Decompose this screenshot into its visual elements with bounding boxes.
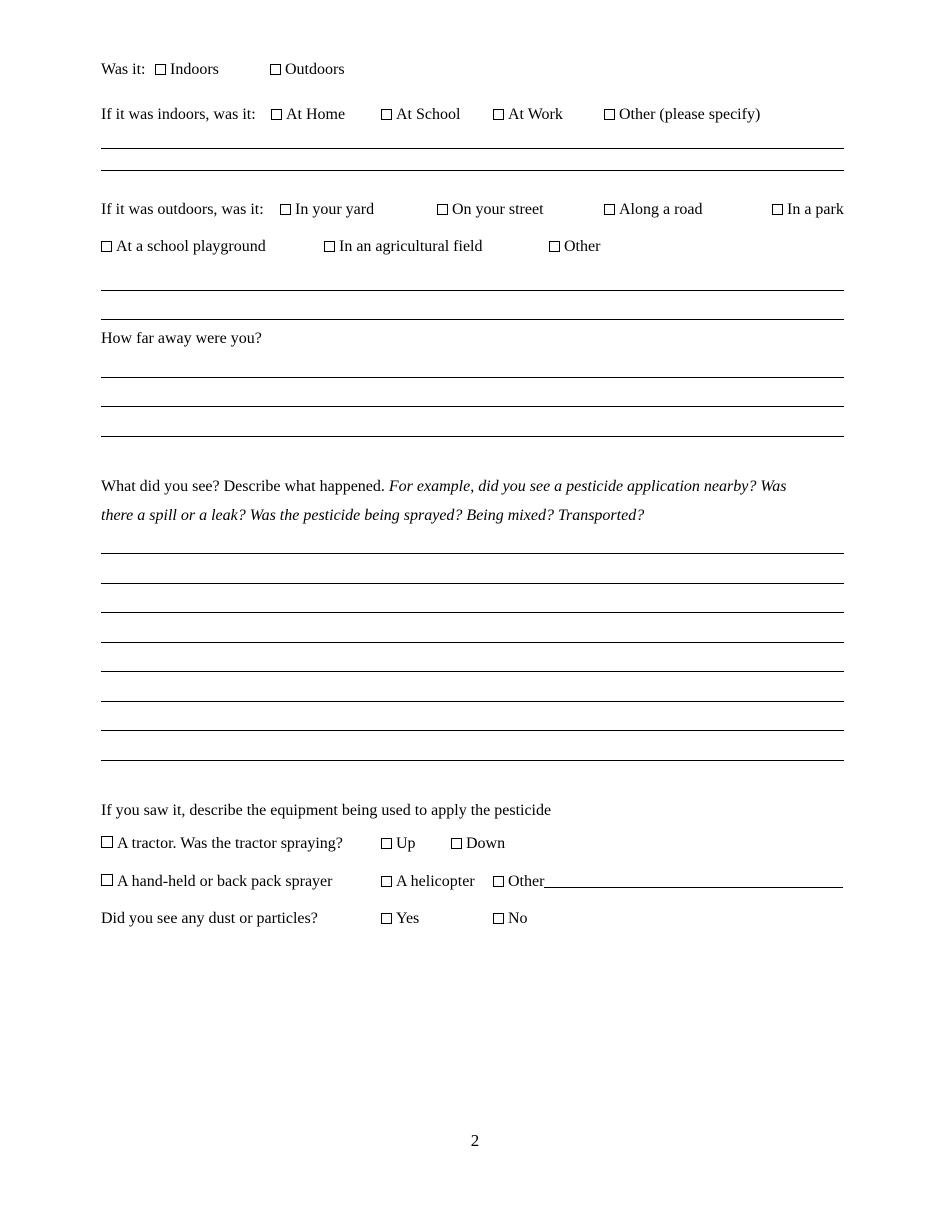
in-your-yard-checkbox[interactable] [280, 204, 291, 215]
spraying-down-option[interactable]: Down [451, 834, 505, 854]
description-answer-line[interactable] [101, 642, 844, 643]
distance-answer-line[interactable] [101, 406, 844, 407]
description-answer-line[interactable] [101, 760, 844, 761]
in-your-yard-option[interactable]: In your yard [280, 200, 374, 220]
description-answer-line[interactable] [101, 612, 844, 613]
outdoors-option[interactable]: Outdoors [270, 60, 345, 80]
page-number: 2 [470, 1131, 480, 1150]
along-a-road-checkbox[interactable] [604, 204, 615, 215]
description-answer-line[interactable] [101, 583, 844, 584]
description-answer-line[interactable] [101, 671, 844, 672]
indoors-question: If it was indoors, was it: [101, 106, 256, 123]
outdoors-checkbox[interactable] [270, 64, 281, 75]
helicopter-checkbox[interactable] [381, 876, 392, 887]
distance-answer-line[interactable] [101, 436, 844, 437]
at-school-option[interactable]: At School [381, 105, 460, 125]
at-home-option[interactable]: At Home [271, 105, 345, 125]
in-a-park-checkbox[interactable] [772, 204, 783, 215]
on-your-street-checkbox[interactable] [437, 204, 448, 215]
distance-question: How far away were you? [101, 330, 262, 347]
equipment-other-option[interactable]: Other [493, 872, 843, 892]
equipment-question: If you saw it, describe the equipment being used to apply the pesticide [101, 802, 552, 819]
along-a-road-option[interactable]: Along a road [604, 200, 703, 220]
spraying-up-option[interactable]: Up [381, 834, 416, 854]
indoors-option[interactable]: Indoors [155, 60, 219, 80]
description-answer-line[interactable] [101, 701, 844, 702]
tractor-option[interactable]: A tractor. Was the tractor spraying? [101, 834, 343, 854]
indoors-other-line[interactable] [101, 170, 844, 171]
helicopter-option[interactable]: A helicopter [381, 872, 475, 892]
description-example-2: there a spill or a leak? Was the pesticide being sprayed? Being mixed? Transported? [101, 507, 645, 524]
dust-question: Did you see any dust or particles? [101, 910, 318, 927]
description-answer-line[interactable] [101, 553, 844, 554]
at-work-checkbox[interactable] [493, 109, 504, 120]
tractor-checkbox[interactable] [101, 836, 113, 848]
description-question: What did you see? Describe what happened. [101, 478, 385, 495]
indoors-other-line[interactable] [101, 148, 844, 149]
outdoors-other-option[interactable]: Other [549, 237, 600, 257]
at-home-checkbox[interactable] [271, 109, 282, 120]
dust-yes-checkbox[interactable] [381, 913, 392, 924]
sprayer-checkbox[interactable] [101, 874, 113, 886]
sprayer-option[interactable]: A hand-held or back pack sprayer [101, 872, 332, 892]
school-playground-checkbox[interactable] [101, 241, 112, 252]
spraying-up-checkbox[interactable] [381, 838, 392, 849]
outdoors-other-line[interactable] [101, 290, 844, 291]
was-it-question: Was it: [101, 61, 146, 78]
at-school-checkbox[interactable] [381, 109, 392, 120]
indoors-checkbox[interactable] [155, 64, 166, 75]
description-example-1: For example, did you see a pesticide application nearby? Was [388, 478, 787, 495]
agricultural-field-option[interactable]: In an agricultural field [324, 237, 483, 257]
school-playground-option[interactable]: At a school playground [101, 237, 266, 257]
at-work-option[interactable]: At Work [493, 105, 563, 125]
outdoors-other-checkbox[interactable] [549, 241, 560, 252]
in-a-park-option[interactable]: In a park [772, 200, 844, 220]
description-question-line1 [101, 477, 786, 497]
description-answer-line[interactable] [101, 730, 844, 731]
spraying-down-checkbox[interactable] [451, 838, 462, 849]
dust-no-checkbox[interactable] [493, 913, 504, 924]
on-your-street-option[interactable]: On your street [437, 200, 544, 220]
outdoors-question: If it was outdoors, was it: [101, 201, 264, 218]
equipment-other-checkbox[interactable] [493, 876, 504, 887]
outdoors-other-line[interactable] [101, 319, 844, 320]
indoors-other-option[interactable]: Other (please specify) [604, 105, 760, 125]
equipment-other-line[interactable] [544, 873, 843, 888]
distance-answer-line[interactable] [101, 377, 844, 378]
dust-no-option[interactable]: No [493, 909, 528, 929]
indoors-other-checkbox[interactable] [604, 109, 615, 120]
dust-yes-option[interactable]: Yes [381, 909, 419, 929]
agricultural-field-checkbox[interactable] [324, 241, 335, 252]
